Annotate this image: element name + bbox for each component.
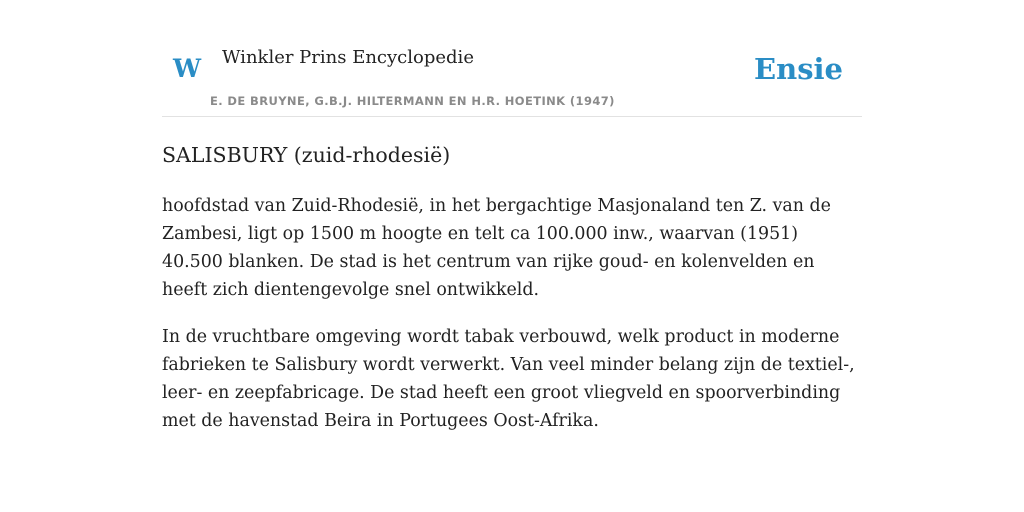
winkler-prins-logo[interactable]: W <box>173 54 202 83</box>
ensie-logo[interactable]: Ensie <box>754 52 843 86</box>
source-title[interactable]: Winkler Prins Encyclopedie <box>222 47 474 68</box>
entry-paragraph: hoofdstad van Zuid-Rhodesië, in het bergachtige Masjonaland ten Z. van de Zambesi, ligt op 1500 m hoogte en telt ca 100.000 inw., waarvan (1951) 40.500 blanken. De stad is het centrum van rijke goud- en kolenvelden en heeft zich dientengevolge snel ontwikkeld. <box>162 196 831 300</box>
entry-body <box>162 192 862 454</box>
source-header <box>162 0 862 117</box>
source-authors: E. DE BRUYNE, G.B.J. HILTERMANN EN H.R. HOETINK (1947) <box>210 94 615 108</box>
entry-title: SALISBURY (zuid-rhodesië) <box>162 143 451 167</box>
entry-paragraph: In de vruchtbare omgeving wordt tabak verbouwd, welk product in moderne fabrieken te Salisbury wordt verwerkt. Van veel minder belang zijn de textiel-, leer- en zeepfabricage. De stad heeft een groot vliegveld en spoorverbinding met de havenstad Beira in Portugees Oost-Afrika. <box>162 327 855 431</box>
